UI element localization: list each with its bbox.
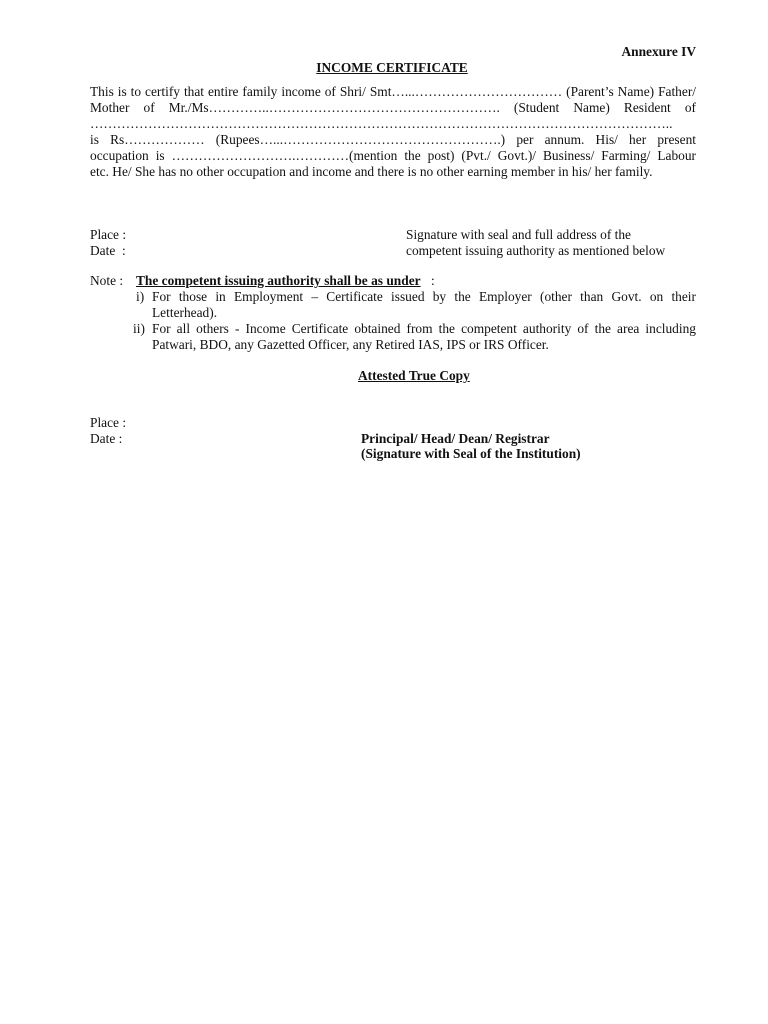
note-heading-colon: : [431, 273, 435, 288]
note-item-line: For all others - Income Certificate obtained from the competent authority of the area including [152, 321, 696, 336]
principal-signatory: Principal/ Head/ Dean/ Registrar [361, 431, 550, 446]
document-title-text: INCOME CERTIFICATE [316, 60, 468, 75]
document-title [0, 60, 768, 76]
note-item [136, 289, 696, 321]
note-item-line: Patwari, BDO, any Gazetted Officer, any Retired IAS, IPS or IRS Officer. [152, 337, 549, 352]
note-item-line: Letterhead). [152, 305, 218, 320]
body-line: ………………………………………………………………………………………………………………….. [90, 116, 673, 131]
body-line: is Rs……………… (Rupees…...………………………………………….) per annum. His/ her present [90, 132, 696, 147]
attested-heading: Attested True Copy [358, 368, 470, 383]
authority-signature-line-2: competent issuing authority as mentioned below [406, 243, 666, 258]
note-item-line: For those in Employment – Certificate issued by the Employer (other than Govt. on their [152, 289, 696, 304]
note-heading: The competent issuing authority shall be as under [136, 273, 421, 288]
annexure-label: Annexure IV [621, 44, 696, 59]
body-line: Mother of Mr./Ms…………..……………………………………………. (Student Name) Resident of [90, 100, 696, 115]
attestation-place-label: Place : [90, 415, 127, 430]
place-label: Place : [90, 227, 127, 242]
authority-signature-line-1: Signature with seal and full address of the [406, 227, 631, 242]
body-line: occupation is ……………………….…………(mention the post) (Pvt./ Govt.)/ Business/ Farming/ Labour [90, 148, 696, 163]
institution-seal-note: (Signature with Seal of the Institution) [361, 446, 581, 461]
body-line: This is to certify that entire family income of Shri/ Smt…...…………………………… (Parent’s Name) Father/ [90, 84, 696, 99]
note-item-number: ii) [133, 321, 145, 336]
note-label: Note : [90, 273, 124, 288]
note-item [133, 321, 696, 353]
attestation-date-label: Date : [90, 431, 123, 446]
date-label: Date : [90, 243, 126, 258]
body-line: etc. He/ She has no other occupation and income and there is no other earning member in his/ her family. [90, 164, 653, 179]
note-item-number: i) [136, 289, 145, 304]
certificate-body [90, 84, 696, 180]
